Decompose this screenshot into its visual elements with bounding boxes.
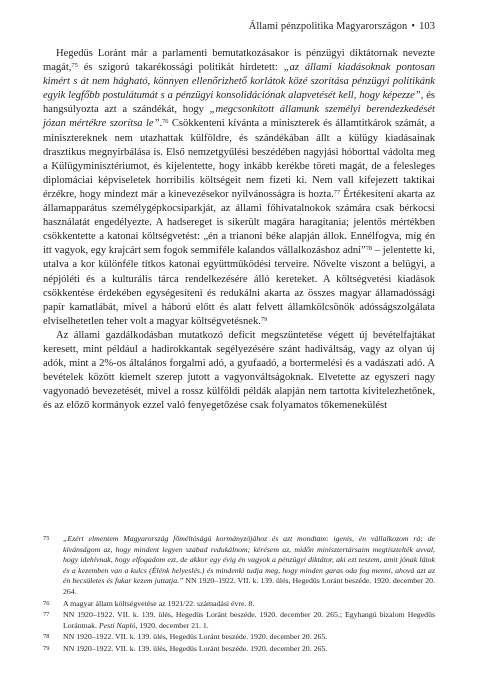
italic-text: „Ezért elmentem Magyarország főméltóságú kormányzójához és azt mondtam: igenis, én vállalkozom rá; de kívánságom az, hogy mindent legyen szabad redukálnom; kérésem az, midőn minisztertársaim megtisztelték avval, hogy idehívnak, hogy elfogadom ezt, de akkor egy évig én vagyok a pénzügyi diktátor, aki ezt teszem, amit jónak látok és a kezemben van a kulcs (Élénk helyeslés.) és mindenki tudja meg, hogy minden garas oda fog menni, ahová azt az én becsületes és fukar kezem juttatja.” [63, 534, 435, 586]
italic-text: Pesti Napló [98, 620, 136, 630]
footnote-number: 76 [43, 599, 50, 607]
body-text [43, 47, 435, 413]
footnote [43, 534, 435, 598]
text-run: – jelentette ki, utalva a kor különféle titkos katonai együttműködési terveire. Nővelte viszont a belügyi, a népjóléti és a kulturális tárca rendelkezésére álló kereteket. A költségvetési kiadások csökkentése érdekében egységesíteni és redukálni akarta az összes magyar államadóssági papír kamatlábát, mivel a háború előtt és alatt felvett államkölcsönök adósságszolgálata elviselhetetlen teher volt a magyar költségvetésnek. [43, 245, 435, 327]
text-run: Az állami gazdálkodásban mutatkozó deficit megszüntetése végett új bevételfajtákat keresett, mint például a hadirokkantak segélyezésére szánt hadiváltság, vagy az olyan új adók, mint a 2%-os általános forgalmi adó, a gyufaadó, a bortermelési és a vadászati adó. A bevételek között kiemelt szerep jutott a vagyonváltságoknak. Elvetette az egyszeri nagy vagyonadó bevezetését, mivel a rossz külföldi példák alapján nem tartotta kivitelezhetőnek, és az előző kormányok ezzel való fenyegetőzése csak folyamatos tőkemenekülést [43, 329, 435, 412]
italic-text: „az állami kiadásoknak pontosan kimért s át nem hágható, könnyen ellenőrizhető korlátok közé szorítása pénzügyi politikánk egyik legfőbb postulátumát s a pénzügyi konsolidációnak alapvetését kell, hogy képezze” [43, 62, 435, 102]
footnote-reference: 78 [365, 245, 373, 253]
header-separator: • [411, 21, 416, 32]
footnote [43, 644, 435, 655]
footnote [43, 610, 435, 631]
text-run: , 1920. december 21. 1. [135, 620, 209, 630]
footnote-reference: 75 [71, 62, 78, 70]
text-run: NN 1920–1922. VII. k. 139. ülés, Hegedüs Loránt beszéde. 1920. december 20. 265.; Egyhangú bizalom Hegedüs Lorántnak. [63, 610, 435, 630]
paragraph [43, 47, 435, 329]
running-header [249, 21, 435, 32]
footnote-reference: 76 [162, 118, 169, 126]
italic-text: „megcsonkított államunk személyi berendezkedését józan mértékre szorítsa le” [43, 104, 435, 130]
footnote-number: 79 [43, 644, 50, 652]
running-title: Állami pénzpolitika Magyarországon [248, 21, 408, 32]
text-run: Hegedüs Loránt már a parlamenti bemutatkozásakor is pénzügyi diktátornak nevezte magát, [43, 48, 435, 74]
text-run: NN 1920–1922. VII. k. 139. ülés, Hegedüs Loránt beszéde. 1920. december 20. 265. [63, 632, 328, 642]
footnote-reference: 79 [260, 315, 268, 323]
text-run: A magyar állam költségvetése az 1921/22. számadási évre. 8. [63, 598, 255, 608]
footnote-number: 75 [43, 535, 50, 542]
paragraph [43, 329, 435, 414]
footnote [43, 599, 435, 610]
footnote-number: 77 [43, 611, 50, 619]
text-run: NN 1920–1922. VII. k. 139. ülés, Hegedüs Loránt beszéde. 1920. december 20. 264. [63, 576, 435, 596]
text-run: és szigorú takarékossági politikát hirdetett: [77, 62, 284, 74]
footnote-number: 78 [43, 633, 50, 641]
text-run: . [159, 118, 163, 130]
text-run: Csökkenteni kívánta a miniszterek és államtitkárok számát, a minisztereknek nem utazhattak külföldre, és szándékában állt a külügy kiadásainak drasztikus megnyirbálása is. Első nemzetgyűlési beszédében nagyjási hóborttal vádolta meg a Külügyminisztériumot, és kijelentette, hogy inkább kerékbe töreti magát, de a felesleges diplomáciai képviseletek horribilis költségeit nem fizeti ki. Nem vall kifejezett taktikai érzékre, hogy mindezt már a kinevezésekor nyilvánosságra is hozta. [43, 118, 435, 200]
text-run: , és hangsúlyozta azt a szándékát, hogy [43, 90, 436, 116]
footnotes [43, 534, 435, 655]
text-run: NN 1920–1922. VII. k. 139. ülés, Hegedüs Loránt beszéde. 1920. december 20. 265. [63, 643, 328, 653]
page-number: 103 [419, 21, 435, 32]
footnote [43, 632, 435, 643]
footnote-reference: 77 [333, 188, 341, 196]
text-run: Értékesíteni akarta az államapparátus személygépkocsiparkját, az állami főhivatalnokok számára csak bérkocsi használatát engedélyezte. A hadsereget is sikerült magára haragítania; jelentős mértékben csökkentette a katonai költségvetést: „én a trianoni béke alapján állok. Ennélfogva, míg én itt vagyok, egy krajcárt sem fogok semmiféle kalandos vállalkozáshoz adni” [43, 188, 435, 257]
